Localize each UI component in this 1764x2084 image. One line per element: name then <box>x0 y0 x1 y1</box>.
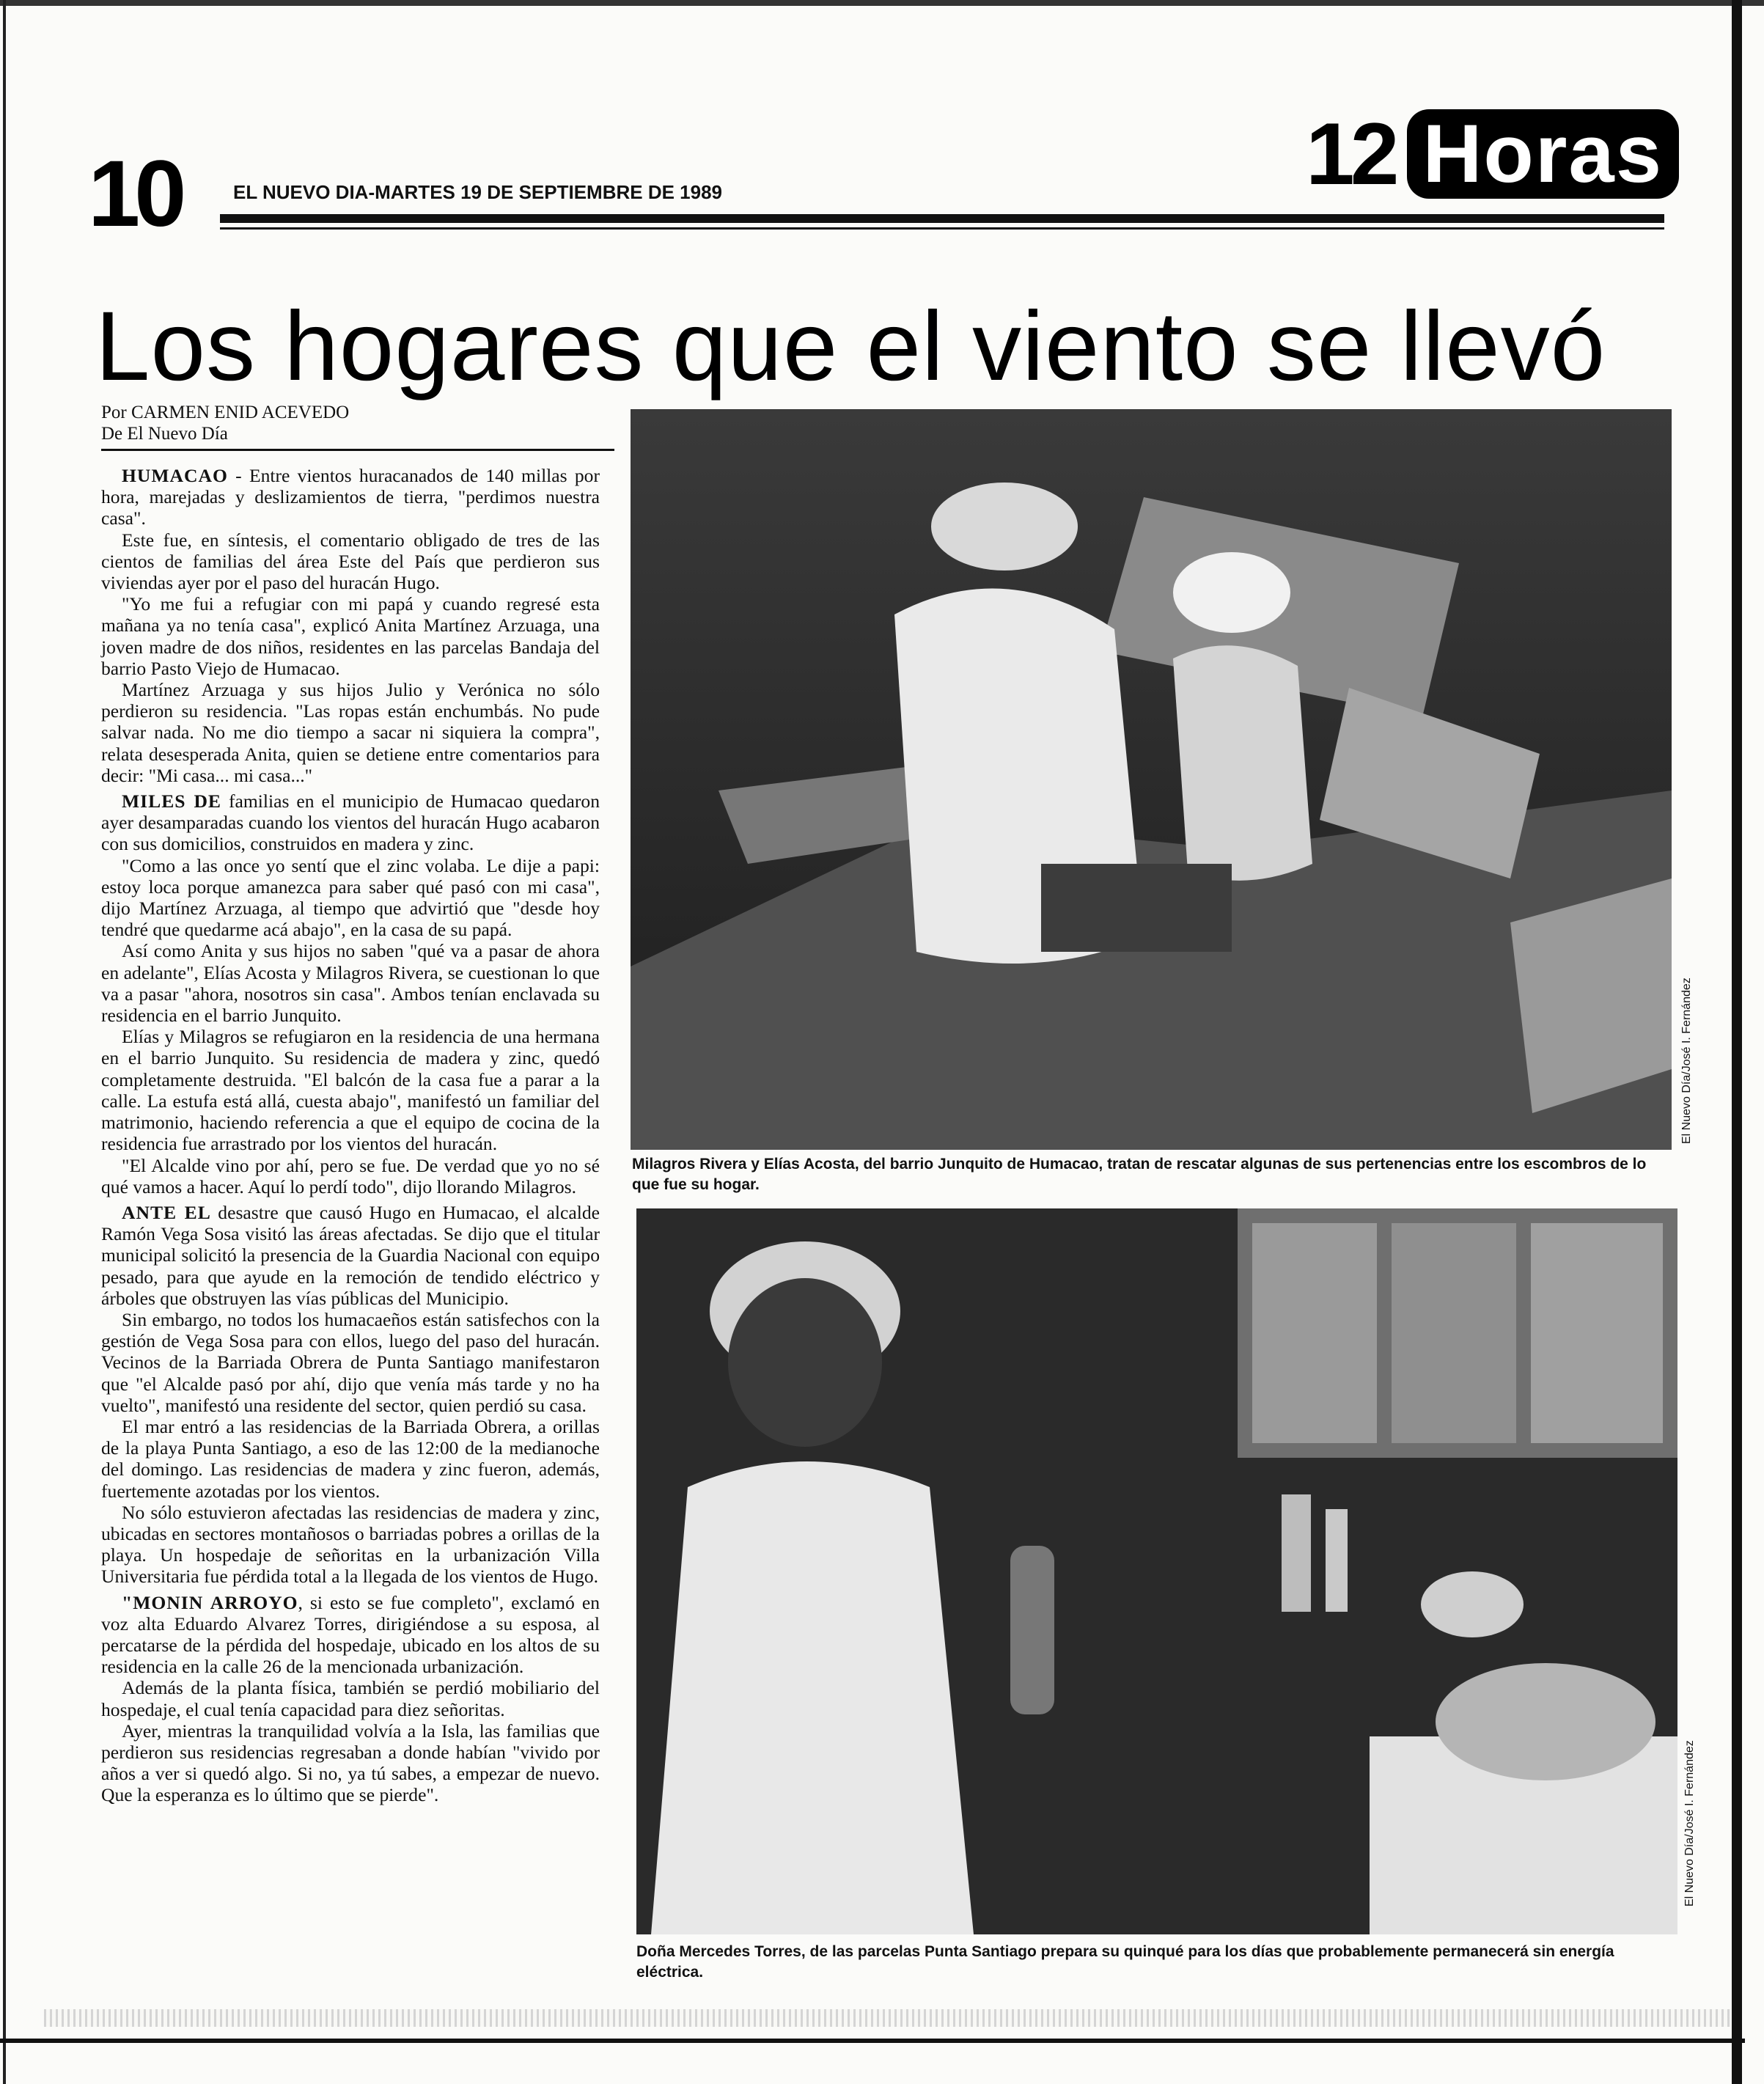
paragraph-text: "Yo me fui a refugiar con mi papá y cuando regresé esta mañana ya no tenía casa", explicó Anita Martínez Arzuaga, una joven madre de dos niños, residentes en las parcelas Bandaja del barrio Pasto Viejo de Humacao. <box>101 593 600 679</box>
article-paragraph <box>101 790 600 855</box>
article-paragraph <box>101 679 600 786</box>
section-word: Horas <box>1407 109 1679 199</box>
paragraph-text: Ayer, mientras la tranquilidad volvía a la Isla, las familias que perdieron sus residencias regresaban a donde habían "vivido por años a ver si quedó algo. Si no, ya tú sabes, a empezar de nuevo. Que la esperanza es lo último que se pierde". <box>101 1720 600 1806</box>
paragraph-lead-in: ANTE EL <box>122 1201 211 1223</box>
page-number: 10 <box>88 142 181 246</box>
photo-woman-kitchen-graphic <box>636 1208 1677 1934</box>
paragraph-text: Así como Anita y sus hijos no saben "qué va a pasar de ahora en adelante", Elías Acosta y Milagros Rivera, se cuestionan lo que va a pasar "ahora, nosotros sin casa". Ambos tenían enclavada su residencia en el barrio Junquito. <box>101 940 600 1027</box>
paragraph-text: "El Alcalde vino por ahí, pero se fue. De verdad que yo no sé qué vamos a hacer. Aquí lo perdí todo", dijo llorando Milagros. <box>101 1154 600 1197</box>
article-paragraph <box>101 1026 600 1154</box>
article-paragraph <box>101 1202 600 1309</box>
section-number: 12 <box>1306 105 1395 203</box>
paragraph-text: "Como a las once yo sentí que el zinc volaba. Le dije a papi: estoy loca porque amanezca para saber qué pasó con mi casa", dijo Martínez Arzuaga, al tiempo que advirtió que "desde hoy tendré que quedarme acá abajo", en la casa de su papá. <box>101 854 600 941</box>
photo-debris-rescue <box>631 409 1672 1150</box>
byline-rule <box>101 449 614 451</box>
paragraph-text: Sin embargo, no todos los humacaeños están satisfechos con la gestión de Vega Sosa para con ellos, luego del paso del huracán. Vecinos de la Barriada Obrera de Punta Santiago manifestaron que "el Alcalde pasó por ahí, dijo que venía más tarde y no ha vuelto", manifestó una residente del sector, quien perdió su casa. <box>101 1308 600 1416</box>
page-border-right <box>1732 0 1742 2084</box>
page-border-top <box>0 0 1764 6</box>
header-rule <box>220 214 1664 223</box>
article-paragraph <box>101 1720 600 1806</box>
page-border-bottom <box>0 2039 1745 2043</box>
headline: Los hogares que el viento se llevó <box>95 292 1606 401</box>
article-paragraph <box>101 940 600 1026</box>
paragraph-text: El mar entró a las residencias de la Barriada Obrera, a orillas de la playa Punta Santiago, a eso de las 12:00 de la medianoche del domingo. Las residencias de madera y zinc fueron, además, fuertemente azotadas por los vientos. <box>101 1415 600 1502</box>
article-paragraph <box>101 1309 600 1416</box>
paragraph-lead-in: "MONIN ARROYO <box>122 1591 298 1613</box>
header-rule-thin <box>220 227 1664 230</box>
paragraph-text: Este fue, en síntesis, el comentario obligado de tres de las cientos de familias del área Este del País que perdieron sus viviendas ayer por el paso del huracán Hugo. <box>101 529 600 594</box>
bottom-print-strip <box>44 2009 1730 2027</box>
article-paragraph <box>101 1416 600 1502</box>
article-paragraph <box>101 1155 600 1197</box>
paragraph-text: familias en el municipio de Humacao quedaron ayer desamparadas cuando los vientos del huracán Hugo acabaron con sus domicilios, construidos en madera y zinc. <box>101 790 600 855</box>
paragraph-text: - Entre vientos huracanados de 140 millas por hora, marejadas y deslizamientos de tierra, "perdimos nuestra casa". <box>101 465 600 529</box>
article-paragraph <box>101 1502 600 1588</box>
article-paragraph <box>101 593 600 679</box>
photo-caption-1: Milagros Rivera y Elías Acosta, del barrio Junquito de Humacao, tratan de rescatar algunas de sus pertenencias entre los escombros de lo que fue su hogar. <box>632 1156 1647 1193</box>
paragraph-lead-in: HUMACAO <box>122 465 228 486</box>
paragraph-lead-in: MILES DE <box>122 790 222 812</box>
article-paragraph <box>101 465 600 529</box>
article-paragraph <box>101 529 600 594</box>
byline-affiliation: De El Nuevo Día <box>101 424 228 444</box>
photo-credit-1: El Nuevo Día/José I. Fernández <box>1680 977 1693 1144</box>
paragraph-text: , si esto se fue completo", exclamó en voz alta Eduardo Alvarez Torres, dirigiéndose a su esposa, al percatarse de la pérdida del hospedaje, ubicado en los altos de su residencia en la calle 26 de la mencionada urbanización. <box>101 1591 600 1678</box>
paragraph-text: desastre que causó Hugo en Humacao, el alcalde Ramón Vega Sosa visitó las áreas afectadas. Se dijo que el titular municipal solicitó la presencia de la Guardia Nacional con equipo pesado, para que ayude en la remoción de tendido eléctrico y árboles que obstruyen las vías públicas del Municipio. <box>101 1201 600 1309</box>
paragraph-text: Martínez Arzuaga y sus hijos Julio y Verónica no sólo perdieron su residencia. "Las ropas están enchumbás. No pude salvar nada. No me dio tiempo a sacar ni siquiera la compra", relata desesperada Anita, quien se detiene entre comentarios para decir: "Mi casa... mi casa..." <box>101 679 600 786</box>
paragraph-text: No sólo estuvieron afectadas las residencias de madera y zinc, ubicadas en sectores montañosos o barriadas pobres a orillas de la playa. Un hospedaje de señoritas en la urbanización Villa Universitaria fue pérdida total a la llegada de los vientos de Hugo. <box>101 1501 600 1588</box>
dateline: EL NUEVO DIA-MARTES 19 DE SEPTIEMBRE DE 1989 <box>233 181 723 203</box>
section-logo <box>1151 103 1679 205</box>
photo-caption-2: Doña Mercedes Torres, de las parcelas Punta Santiago prepara su quinqué para los días que probablemente permanecerá sin energía eléctrica. <box>636 1943 1614 1981</box>
article-body <box>101 461 600 1986</box>
article-paragraph <box>101 1677 600 1720</box>
byline-author: Por CARMEN ENID ACEVEDO <box>101 403 350 422</box>
article-paragraph <box>101 855 600 941</box>
page-border-left <box>3 0 6 2084</box>
photo-credit-2: El Nuevo Día/José I. Fernández <box>1683 1740 1696 1907</box>
byline <box>101 402 600 446</box>
photo-woman-kitchen <box>636 1208 1677 1934</box>
paragraph-text: Además de la planta física, también se perdió mobiliario del hospedaje, el cual tenía capacidad para diez señoritas. <box>101 1677 600 1720</box>
paragraph-text: Elías y Milagros se refugiaron en la residencia de una hermana en el barrio Junquito. Su residencia de madera y zinc, quedó completamente destruida. "El balcón de la casa fue a parar a la calle. La estufa está allá, cuesta abajo", manifestó un familiar del matrimonio, haciendo referencia a que el equipo de cocina de la residencia fue arrastrado por los vientos del huracán. <box>101 1026 600 1155</box>
article-paragraph <box>101 1592 600 1678</box>
photo-debris-rescue-graphic <box>631 409 1672 1150</box>
